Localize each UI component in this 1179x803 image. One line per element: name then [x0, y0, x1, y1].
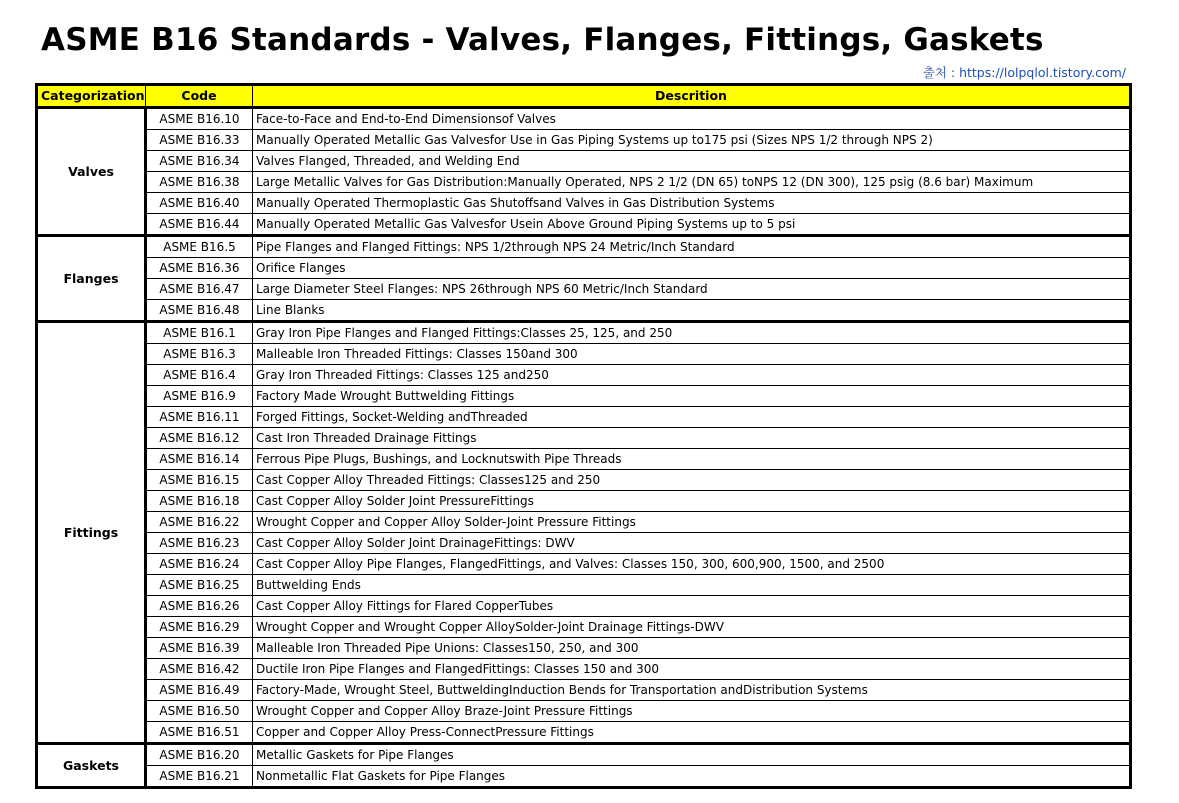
code-cell: ASME B16.24 [146, 554, 253, 575]
table-row [37, 279, 1131, 300]
code-cell: ASME B16.22 [146, 512, 253, 533]
code-cell: ASME B16.23 [146, 533, 253, 554]
code-cell: ASME B16.39 [146, 638, 253, 659]
code-cell: ASME B16.26 [146, 596, 253, 617]
table-row [37, 722, 1131, 744]
table-row [37, 428, 1131, 449]
category-cell: Fittings [37, 322, 146, 744]
description-cell: Factory-Made, Wrought Steel, ButtweldingInduction Bends for Transportation andDistribution Systems [253, 680, 1131, 701]
description-cell: Factory Made Wrought Buttwelding Fittings [253, 386, 1131, 407]
source-link[interactable]: https://lolpqlol.tistory.com/ [959, 65, 1126, 80]
table-row [37, 659, 1131, 680]
description-cell: Large Diameter Steel Flanges: NPS 26through NPS 60 Metric/Inch Standard [253, 279, 1131, 300]
description-cell: Metallic Gaskets for Pipe Flanges [253, 744, 1131, 766]
table-row [37, 108, 1131, 130]
code-cell: ASME B16.33 [146, 130, 253, 151]
code-cell: ASME B16.29 [146, 617, 253, 638]
table-row [37, 193, 1131, 214]
standards-table [35, 83, 1132, 789]
code-cell: ASME B16.48 [146, 300, 253, 322]
description-cell: Large Metallic Valves for Gas Distribution:Manually Operated, NPS 2 1/2 (DN 65) toNPS 12 (DN 300), 125 psig (8.6 bar) Maximum [253, 172, 1131, 193]
code-cell: ASME B16.50 [146, 701, 253, 722]
code-cell: ASME B16.40 [146, 193, 253, 214]
description-cell: Copper and Copper Alloy Press-ConnectPressure Fittings [253, 722, 1131, 744]
table-row [37, 151, 1131, 172]
table-row [37, 512, 1131, 533]
table-row [37, 130, 1131, 151]
table-body [37, 108, 1131, 788]
description-cell: Manually Operated Thermoplastic Gas Shutoffsand Valves in Gas Distribution Systems [253, 193, 1131, 214]
description-cell: Pipe Flanges and Flanged Fittings: NPS 1/2through NPS 24 Metric/Inch Standard [253, 236, 1131, 258]
code-cell: ASME B16.10 [146, 108, 253, 130]
page-title: ASME B16 Standards - Valves, Flanges, Fittings, Gaskets [41, 22, 1044, 58]
table-row [37, 470, 1131, 491]
table-row [37, 617, 1131, 638]
code-cell: ASME B16.4 [146, 365, 253, 386]
description-cell: Cast Copper Alloy Threaded Fittings: Classes125 and 250 [253, 470, 1131, 491]
description-cell: Malleable Iron Threaded Pipe Unions: Classes150, 250, and 300 [253, 638, 1131, 659]
table-row [37, 638, 1131, 659]
category-cell: Flanges [37, 236, 146, 322]
code-cell: ASME B16.15 [146, 470, 253, 491]
description-cell: Cast Iron Threaded Drainage Fittings [253, 428, 1131, 449]
code-cell: ASME B16.5 [146, 236, 253, 258]
table-row [37, 407, 1131, 428]
description-cell: Ductile Iron Pipe Flanges and FlangedFittings: Classes 150 and 300 [253, 659, 1131, 680]
table-row [37, 766, 1131, 788]
description-cell: Nonmetallic Flat Gaskets for Pipe Flanges [253, 766, 1131, 788]
table-row [37, 533, 1131, 554]
description-cell: Ferrous Pipe Plugs, Bushings, and Locknutswith Pipe Threads [253, 449, 1131, 470]
table-row [37, 596, 1131, 617]
table-row [37, 680, 1131, 701]
header-description: Descrition [253, 85, 1131, 108]
code-cell: ASME B16.9 [146, 386, 253, 407]
code-cell: ASME B16.12 [146, 428, 253, 449]
table-row [37, 236, 1131, 258]
description-cell: Valves Flanged, Threaded, and Welding End [253, 151, 1131, 172]
code-cell: ASME B16.51 [146, 722, 253, 744]
code-cell: ASME B16.36 [146, 258, 253, 279]
description-cell: Wrought Copper and Wrought Copper AlloySolder-Joint Drainage Fittings-DWV [253, 617, 1131, 638]
description-cell: Orifice Flanges [253, 258, 1131, 279]
source-label: 출처 : [922, 65, 960, 80]
description-cell: Wrought Copper and Copper Alloy Braze-Joint Pressure Fittings [253, 701, 1131, 722]
code-cell: ASME B16.42 [146, 659, 253, 680]
code-cell: ASME B16.25 [146, 575, 253, 596]
table-row [37, 300, 1131, 322]
code-cell: ASME B16.34 [146, 151, 253, 172]
header-categorization: Categorization [37, 85, 146, 108]
table-row [37, 744, 1131, 766]
code-cell: ASME B16.49 [146, 680, 253, 701]
code-cell: ASME B16.47 [146, 279, 253, 300]
table-row [37, 214, 1131, 236]
table-row [37, 575, 1131, 596]
code-cell: ASME B16.3 [146, 344, 253, 365]
description-cell: Face-to-Face and End-to-End Dimensionsof Valves [253, 108, 1131, 130]
table-row [37, 365, 1131, 386]
description-cell: Cast Copper Alloy Fittings for Flared CopperTubes [253, 596, 1131, 617]
description-cell: Cast Copper Alloy Solder Joint PressureFittings [253, 491, 1131, 512]
source-credit [923, 64, 1126, 82]
description-cell: Line Blanks [253, 300, 1131, 322]
code-cell: ASME B16.44 [146, 214, 253, 236]
code-cell: ASME B16.21 [146, 766, 253, 788]
category-cell: Gaskets [37, 744, 146, 788]
description-cell: Manually Operated Metallic Gas Valvesfor Usein Above Ground Piping Systems up to 5 psi [253, 214, 1131, 236]
code-cell: ASME B16.1 [146, 322, 253, 344]
code-cell: ASME B16.11 [146, 407, 253, 428]
description-cell: Gray Iron Threaded Fittings: Classes 125 and250 [253, 365, 1131, 386]
code-cell: ASME B16.18 [146, 491, 253, 512]
code-cell: ASME B16.38 [146, 172, 253, 193]
table-row [37, 258, 1131, 279]
description-cell: Buttwelding Ends [253, 575, 1131, 596]
description-cell: Wrought Copper and Copper Alloy Solder-Joint Pressure Fittings [253, 512, 1131, 533]
code-cell: ASME B16.20 [146, 744, 253, 766]
code-cell: ASME B16.14 [146, 449, 253, 470]
description-cell: Malleable Iron Threaded Fittings: Classes 150and 300 [253, 344, 1131, 365]
description-cell: Gray Iron Pipe Flanges and Flanged Fittings:Classes 25, 125, and 250 [253, 322, 1131, 344]
table-row [37, 449, 1131, 470]
description-cell: Forged Fittings, Socket-Welding andThreaded [253, 407, 1131, 428]
table-row [37, 701, 1131, 722]
table-row [37, 386, 1131, 407]
description-cell: Cast Copper Alloy Solder Joint DrainageFittings: DWV [253, 533, 1131, 554]
table-row [37, 491, 1131, 512]
description-cell: Manually Operated Metallic Gas Valvesfor Use in Gas Piping Systems up to175 psi (Sizes NPS 1/2 through NPS 2) [253, 130, 1131, 151]
table-row [37, 344, 1131, 365]
header-code: Code [146, 85, 253, 108]
description-cell: Cast Copper Alloy Pipe Flanges, FlangedFittings, and Valves: Classes 150, 300, 600,900, 1500, and 2500 [253, 554, 1131, 575]
table-header-row [37, 85, 1131, 108]
table-row [37, 322, 1131, 344]
table-row [37, 554, 1131, 575]
table-row [37, 172, 1131, 193]
category-cell: Valves [37, 108, 146, 236]
